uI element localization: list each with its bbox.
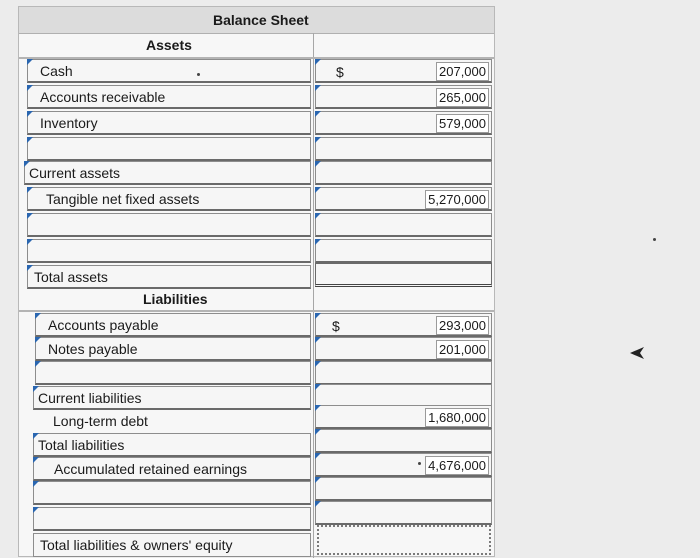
tangible-label-text: Tangible net fixed assets (46, 191, 200, 207)
marker-icon (33, 457, 39, 463)
blank-value-cell[interactable] (315, 477, 492, 501)
marker-icon (315, 337, 321, 343)
ar-value-cell[interactable] (315, 85, 492, 109)
retained-earnings-text: Accumulated retained earnings (54, 461, 248, 477)
stray-dot (418, 462, 421, 465)
marker-icon (315, 59, 321, 65)
marker-icon (33, 433, 39, 439)
marker-icon (315, 161, 321, 167)
column-divider (313, 33, 314, 558)
inventory-label[interactable] (27, 111, 311, 135)
current-assets-value-cell[interactable] (315, 161, 492, 185)
title-bar (19, 7, 494, 34)
total-le-text: Total liabilities & owners' equity (40, 537, 233, 553)
marker-icon (35, 337, 41, 343)
long-term-debt-value: 1,680,000 (425, 408, 489, 427)
currency-symbol: $ (336, 64, 344, 80)
retained-earnings-value: 4,676,000 (425, 456, 489, 475)
blank-label-cell[interactable] (35, 361, 311, 385)
total-liabilities-text: Total liabilities (38, 437, 125, 453)
ap-value-cell[interactable] (315, 313, 492, 337)
blank-label-cell[interactable] (27, 239, 311, 263)
marker-icon (27, 239, 33, 245)
retained-earnings-value-cell[interactable] (315, 453, 492, 477)
cash-label[interactable] (27, 59, 311, 83)
marker-icon (33, 481, 39, 487)
ap-label-text: Accounts payable (48, 317, 159, 333)
current-assets-text: Current assets (29, 165, 121, 181)
total-assets-text: Total assets (34, 269, 108, 285)
marker-icon (315, 85, 321, 91)
assets-header: Assets (146, 37, 192, 53)
long-term-debt-label: Long-term debt (53, 413, 148, 429)
marker-icon (27, 213, 33, 219)
blank-value-cell[interactable] (315, 239, 492, 263)
marker-icon (27, 137, 33, 143)
marker-icon (315, 187, 321, 193)
marker-icon (315, 137, 321, 143)
tangible-value-cell[interactable] (315, 187, 492, 211)
cash-value: 207,000 (436, 62, 489, 81)
retained-earnings-label[interactable] (33, 457, 311, 481)
marker-icon (27, 59, 33, 65)
balance-sheet-table (18, 6, 495, 557)
currency-symbol: $ (332, 318, 340, 334)
blank-label-cell[interactable] (33, 507, 311, 531)
total-liabilities-value-cell[interactable] (315, 429, 492, 453)
blank-value-cell[interactable] (315, 501, 492, 525)
blank-value-cell[interactable] (315, 213, 492, 237)
marker-icon (27, 85, 33, 91)
marker-icon (315, 313, 321, 319)
stray-dot (653, 238, 656, 241)
blank-value-cell[interactable] (315, 137, 492, 161)
marker-icon (315, 405, 321, 411)
sheet-title: Balance Sheet (213, 12, 309, 28)
marker-icon (33, 507, 39, 513)
ap-value: 293,000 (436, 316, 489, 335)
marker-icon (315, 384, 321, 390)
total-assets-label[interactable] (27, 265, 311, 289)
marker-icon (315, 213, 321, 219)
inventory-label-text: Inventory (40, 115, 98, 131)
total-liabilities-label[interactable] (33, 433, 311, 457)
ap-label[interactable] (35, 313, 311, 337)
np-value: 201,000 (436, 340, 489, 359)
divider (19, 310, 494, 312)
marker-icon (315, 239, 321, 245)
marker-icon (35, 361, 41, 367)
marker-icon (24, 161, 30, 167)
blank-label-cell[interactable] (27, 213, 311, 237)
tangible-value: 5,270,000 (425, 190, 489, 209)
total-le-value-cell[interactable] (317, 525, 491, 555)
inventory-value-cell[interactable] (315, 111, 492, 135)
marker-icon (33, 386, 39, 392)
blank-label-cell[interactable] (33, 481, 311, 505)
marker-icon (27, 187, 33, 193)
ar-value: 265,000 (436, 88, 489, 107)
blank-value-cell[interactable] (315, 361, 492, 385)
marker-icon (315, 111, 321, 117)
total-assets-value-cell[interactable] (315, 263, 492, 287)
stray-dot (197, 73, 200, 76)
tangible-label[interactable] (27, 187, 311, 211)
ar-label-text: Accounts receivable (40, 89, 166, 105)
current-assets-label[interactable] (24, 161, 311, 185)
blank-label-cell[interactable] (27, 137, 311, 161)
np-label-text: Notes payable (48, 341, 138, 357)
marker-icon (315, 477, 321, 483)
marker-icon (27, 265, 33, 271)
cash-value-cell[interactable] (315, 59, 492, 83)
liabilities-header: Liabilities (143, 291, 208, 307)
current-liabilities-label[interactable] (33, 386, 311, 410)
marker-icon (315, 453, 321, 459)
long-term-debt-value-cell[interactable] (315, 405, 492, 429)
marker-icon (315, 429, 321, 435)
np-value-cell[interactable] (315, 337, 492, 361)
marker-icon (35, 313, 41, 319)
marker-icon (315, 501, 321, 507)
marker-icon (27, 111, 33, 117)
marker-icon (315, 361, 321, 367)
ar-label[interactable] (27, 85, 311, 109)
inventory-value: 579,000 (436, 114, 489, 133)
cash-label-text: Cash (40, 63, 73, 79)
np-label[interactable] (35, 337, 311, 361)
current-liabilities-text: Current liabilities (38, 390, 142, 406)
total-le-label[interactable] (33, 533, 311, 557)
cursor-arrow-icon (628, 345, 648, 363)
